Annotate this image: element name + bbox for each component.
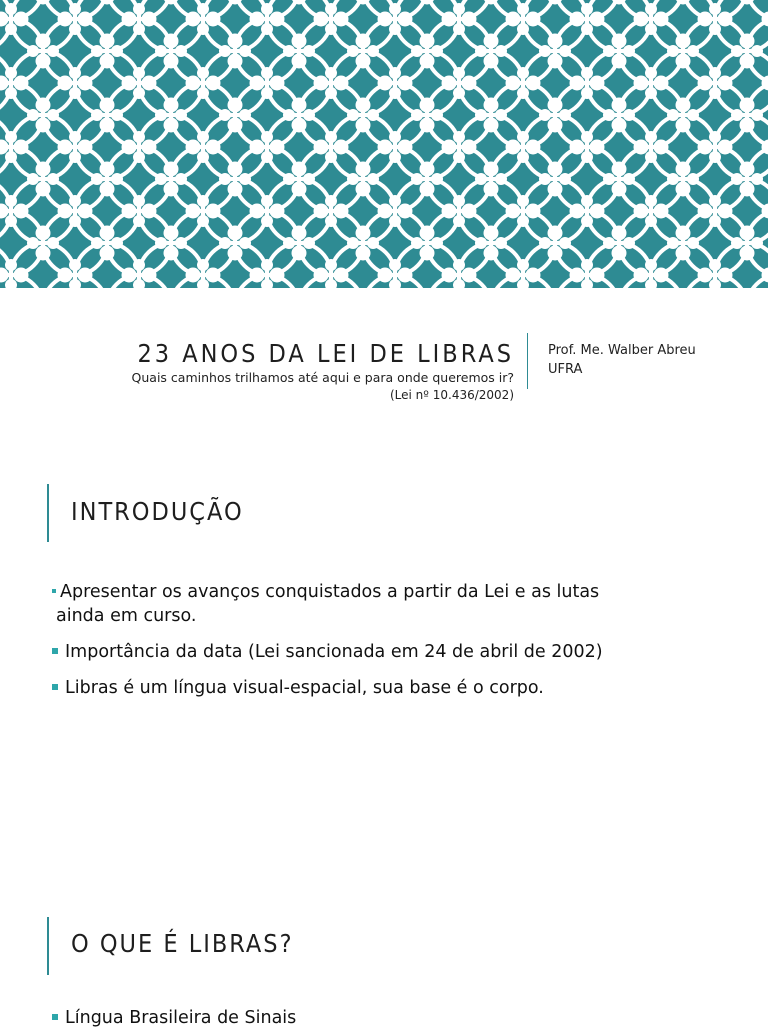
intro-bullet-1 <box>52 580 599 628</box>
presentation-subtitle: Quais caminhos trilhamos até aqui e para onde queremos ir? <box>131 370 514 385</box>
pattern-fill <box>0 0 768 288</box>
author-institution: UFRA <box>548 362 583 377</box>
bullet-marker-icon <box>52 589 56 593</box>
decorative-pattern-banner <box>0 0 768 288</box>
intro-bullet-3 <box>52 676 544 700</box>
author-name: Prof. Me. Walber Abreu <box>548 343 696 358</box>
intro-heading: INTRODUÇÃO <box>71 497 244 526</box>
bullet-text: Libras é um língua visual-espacial, sua base é o corpo. <box>65 678 544 698</box>
law-reference: (Lei nº 10.436/2002) <box>389 388 514 402</box>
author-block <box>548 341 696 379</box>
intro-bullet-2 <box>52 640 603 664</box>
bullet-marker-icon <box>52 1014 58 1020</box>
presentation-title: 23 ANOS DA LEI DE LIBRAS <box>137 339 514 368</box>
what-is-accent-bar <box>47 917 49 975</box>
bullet-marker-icon <box>52 684 58 690</box>
what-is-bullet-1 <box>52 1006 296 1030</box>
bullet-text-continued: ainda em curso. <box>56 606 197 626</box>
bullet-text: Língua Brasileira de Sinais <box>65 1008 297 1028</box>
bullet-text: Apresentar os avanços conquistados a partir da Lei e as lutas <box>60 582 600 602</box>
intro-accent-bar <box>47 484 49 542</box>
cover-title-block <box>0 334 514 403</box>
bullet-marker-icon <box>52 648 58 654</box>
title-divider <box>527 333 528 389</box>
bullet-text: Importância da data (Lei sancionada em 24 de abril de 2002) <box>65 642 603 662</box>
what-is-heading: O QUE É LIBRAS? <box>71 929 294 958</box>
